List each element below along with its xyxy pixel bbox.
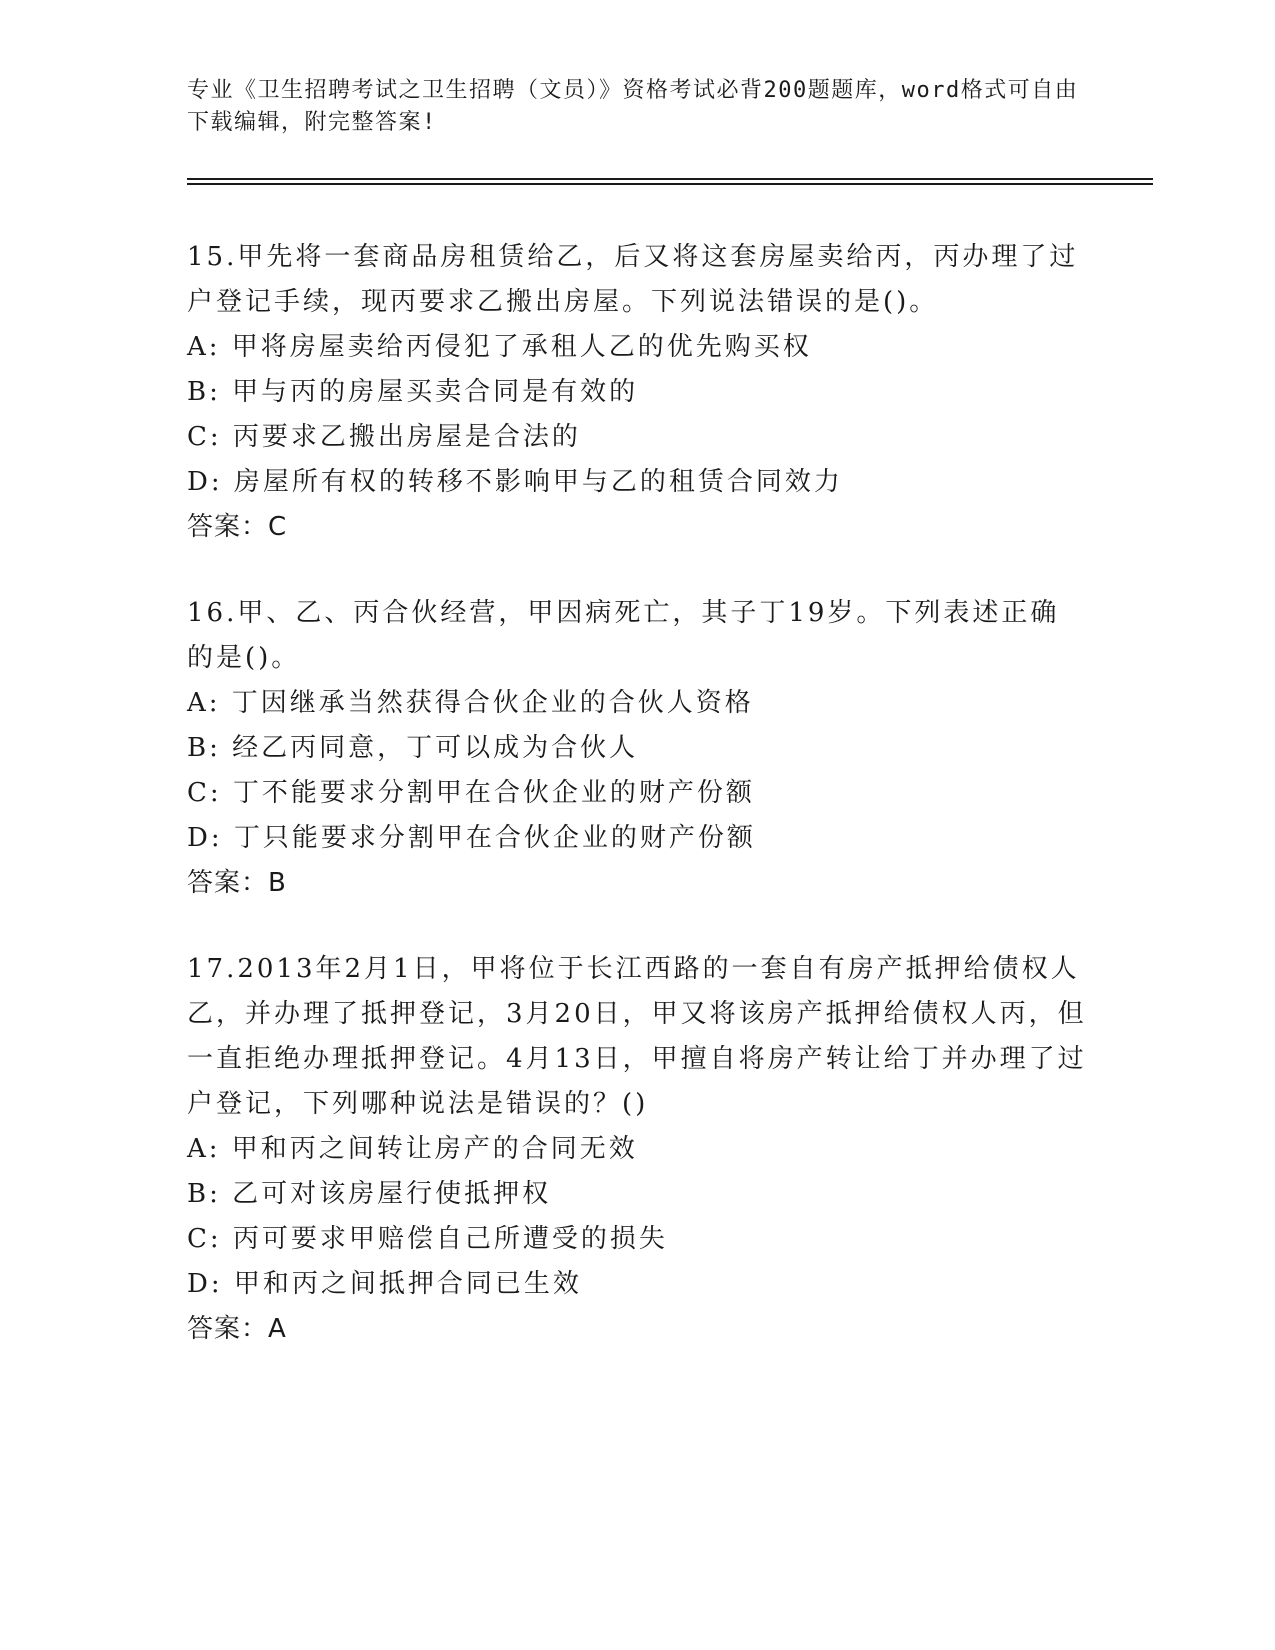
option-a: A: 甲和丙之间转让房产的合同无效 <box>187 1134 638 1164</box>
answer-line: 答案：C <box>187 512 288 542</box>
option-b: B: 经乙丙同意，丁可以成为合伙人 <box>187 733 639 763</box>
answer-line: 答案：A <box>187 1314 287 1344</box>
option-d: D: 房屋所有权的转移不影响甲与乙的租赁合同效力 <box>187 467 843 497</box>
question-text: 16.甲、乙、丙合伙经营，甲因病死亡，其子丁19岁。下列表述正确的是()。 <box>187 598 1060 673</box>
question-text: 15.甲先将一套商品房租赁给乙，后又将这套房屋卖给丙，丙办理了过户登记手续，现丙要求乙搬出房屋。下列说法错误的是()。 <box>187 242 1079 317</box>
option-a: A: 甲将房屋卖给丙侵犯了承租人乙的优先购买权 <box>187 332 812 362</box>
question-15 <box>187 235 1087 550</box>
option-b: B: 乙可对该房屋行使抵押权 <box>187 1179 552 1209</box>
question-17 <box>187 947 1087 1352</box>
question-list <box>187 235 1087 1393</box>
page-header: 专业《卫生招聘考试之卫生招聘（文员）》资格考试必背200题题库，word格式可自由下载编辑，附完整答案! <box>187 78 1079 135</box>
option-c: C: 丙要求乙搬出房屋是合法的 <box>187 422 581 452</box>
option-c: C: 丙可要求甲赔偿自己所遭受的损失 <box>187 1224 668 1254</box>
question-16 <box>187 591 1087 906</box>
answer-line: 答案：B <box>187 868 287 898</box>
option-a: A: 丁因继承当然获得合伙企业的合伙人资格 <box>187 688 754 718</box>
header-divider-bottom <box>187 183 1153 185</box>
option-c: C: 丁不能要求分割甲在合伙企业的财产份额 <box>187 778 755 808</box>
option-d: D: 甲和丙之间抵押合同已生效 <box>187 1269 582 1299</box>
header-divider-top <box>187 178 1153 180</box>
option-b: B: 甲与丙的房屋买卖合同是有效的 <box>187 377 639 407</box>
option-d: D: 丁只能要求分割甲在合伙企业的财产份额 <box>187 823 756 853</box>
question-text: 17.2013年2月1日，甲将位于长江西路的一套自有房产抵押给债权人乙，并办理了抵押登记，3月20日，甲又将该房产抵押给债权人丙，但一直拒绝办理抵押登记。4月13日，甲擅自将房产转让给丁并办理了过户登记，下列哪种说法是错误的？() <box>187 954 1087 1119</box>
